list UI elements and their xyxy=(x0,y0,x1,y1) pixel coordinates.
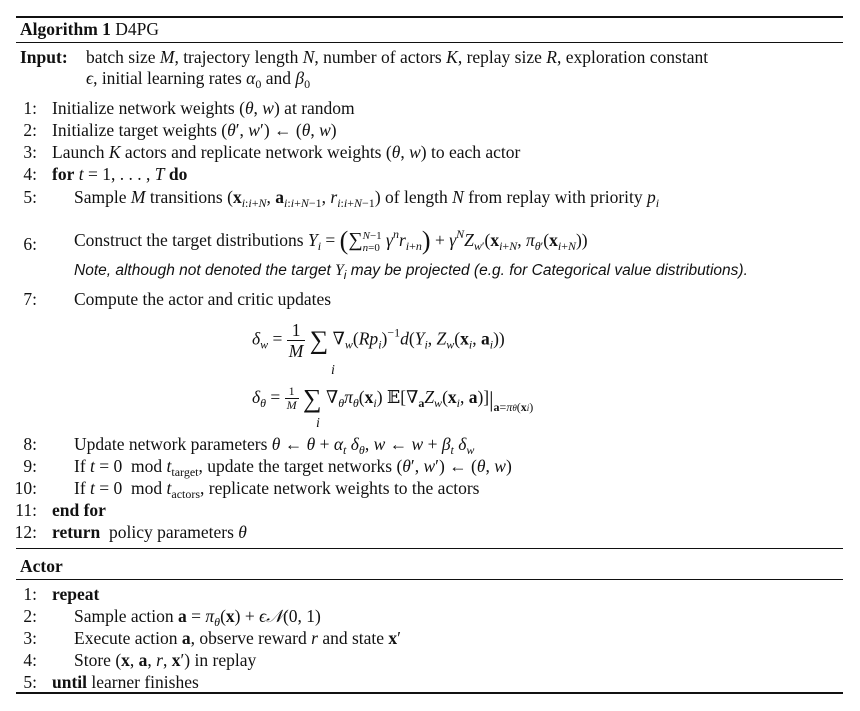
line-number: 12: xyxy=(14,522,37,542)
line-number: 8: xyxy=(23,434,37,454)
line-number: 4: xyxy=(23,164,37,184)
actor-update-equation: $\delta_\theta$ = $\frac{1}{M}$ ∑ $\nabla_\theta\pi_\theta(x_i)$ $𝔼[\nabla_aZ_w(x_i$, $a)]|_{a=\pi\theta(xi)}$ xyxy=(252,383,534,414)
line-number: 5: xyxy=(23,672,37,692)
input-line-1: batch size M, trajectory length N, number of actors K, replay size R, exploration constant xyxy=(86,47,709,67)
line-number: 4: xyxy=(23,650,37,670)
step-1-text: Initialize network weights (θ, w) at random xyxy=(52,98,355,118)
input-label: Input: xyxy=(20,47,68,67)
step-9-text: If t = 0 mod $t_{target}$, update the target networks (θ′, w′) ← (θ, w) xyxy=(74,456,512,479)
step-7-text: Compute the actor and critic updates xyxy=(74,289,332,309)
line-number: 3: xyxy=(23,628,37,648)
top-rule xyxy=(16,16,843,18)
line-number: 6: xyxy=(23,234,37,254)
input-line-2: ϵ, initial learning rates $\alpha_0$ and $\beta_0$ xyxy=(86,68,311,91)
bottom-rule xyxy=(16,692,843,694)
line-number: 7: xyxy=(23,289,37,309)
line-number: 3: xyxy=(23,142,37,162)
actor-step-1-text: repeat xyxy=(52,584,100,604)
header-rule xyxy=(16,42,843,43)
step-3-text: Launch K actors and replicate network weights (θ, w) to each actor xyxy=(52,142,521,162)
actor-title: Actor xyxy=(20,556,63,576)
line-number: 2: xyxy=(23,606,37,626)
step-11-text: end for xyxy=(52,500,106,520)
line-number: 11: xyxy=(15,500,37,520)
actor-step-2-text: Sample action $a = \pi_\theta(x)$ + ϵ𝒩(0, 1) xyxy=(74,606,321,629)
step-8-text: Update network parameters θ ← $\theta + \alpha_t$ $\delta_\theta$, w ← $w + \beta_t$ $\delta_w$ xyxy=(74,434,475,457)
step-12-text: return policy parameters θ xyxy=(52,522,247,542)
step-5-text: Sample M transitions ($x_{i:i+N}$, $a_{i:i+N-1}$, $r_{i:i+N-1}$) of length N from replay with priority $p_i$ xyxy=(74,187,660,210)
actor-step-3-text: Execute action a, observe reward r and state x′ xyxy=(74,628,401,648)
step-6-text: Construct the target distributions $Y_i$ = (∑ N−1 n=0 $\gamma^nr_{i+n}) + \gamma^NZ_{w'}(x_{i+N}$, $\pi_{\theta'}(x_{i+N})$) xyxy=(74,226,588,255)
step-2-text: Initialize target weights (θ′, w′) ← (θ, w) xyxy=(52,120,337,140)
actor-header-rule xyxy=(16,579,843,580)
algo-end-rule xyxy=(16,548,843,549)
step-10-text: If t = 0 mod $t_{actors}$, replicate network weights to the actors xyxy=(74,478,480,501)
line-number: 1: xyxy=(23,98,37,118)
algorithm-title: Algorithm 1 D4PG xyxy=(20,19,160,39)
line-number: 10: xyxy=(14,478,37,498)
actor-step-5-text: until learner finishes xyxy=(52,672,199,692)
critic-update-equation: $\delta_w$ = $\frac{1}{M}$ ∑ $\nabla_w(Rp_i)^{-1}d(Y_i$, $Z_w(x_i$, $a_i$)) xyxy=(252,320,505,362)
sum-index: i xyxy=(316,416,320,431)
step-6-note: Note, although not denoted the target $Y_i$ may be projected (e.g. for Categorical value distributions). xyxy=(74,262,748,282)
line-number: 1: xyxy=(23,584,37,604)
step-4-text: for t = 1, . . . , T do xyxy=(52,164,188,184)
sum-index: i xyxy=(331,363,335,378)
line-number: 9: xyxy=(23,456,37,476)
line-number: 2: xyxy=(23,120,37,140)
line-number: 5: xyxy=(23,187,37,207)
actor-step-4-text: Store (x, a, r, x′) in replay xyxy=(74,650,257,670)
